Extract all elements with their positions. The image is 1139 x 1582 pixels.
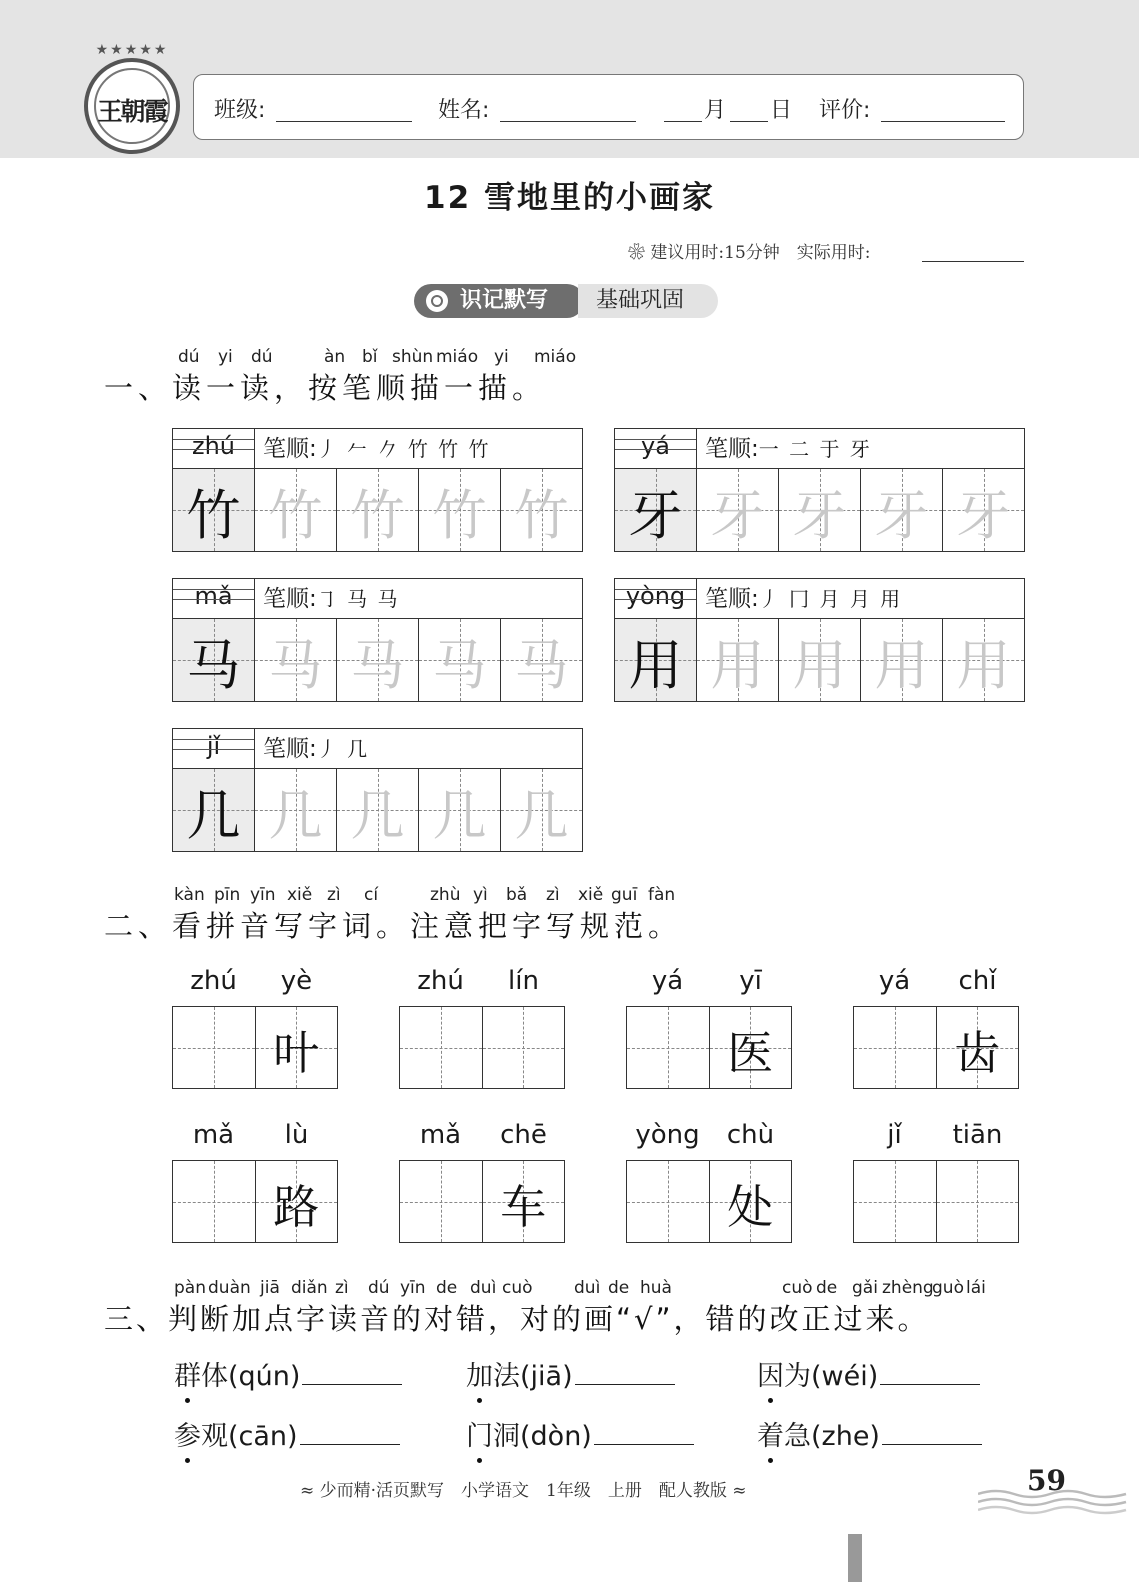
write-cell[interactable]	[627, 1007, 710, 1088]
pinyin-syllable: yi	[494, 347, 509, 367]
word-pinyin-2: yī	[739, 966, 762, 996]
given-pinyin: (wéi)	[811, 1361, 879, 1392]
section-banner	[414, 284, 584, 318]
stroke-order-row	[255, 429, 582, 469]
dotted-char: 着	[757, 1414, 784, 1453]
pinyin-syllable: zì	[335, 1278, 349, 1298]
grid-guide	[214, 1161, 215, 1242]
given-pinyin: (qún)	[228, 1361, 301, 1392]
trace-cell[interactable]	[943, 619, 1024, 701]
given-pinyin: (cān)	[228, 1421, 298, 1452]
model-char-cell	[173, 469, 255, 551]
stroke-order-label: 笔顺:	[263, 736, 317, 762]
trace-cell[interactable]	[697, 619, 779, 701]
month-label: 月	[704, 98, 727, 123]
write-cell[interactable]	[173, 1161, 256, 1242]
stroke-order-row	[255, 579, 582, 619]
pinyin-syllable: kàn	[174, 885, 205, 905]
trace-char: 用	[874, 634, 929, 697]
stroke-practice-box	[172, 578, 583, 702]
trace-cell[interactable]	[255, 769, 337, 851]
trace-char: 牙	[956, 484, 1011, 547]
pinyin-lines	[615, 579, 697, 619]
model-char-cell	[615, 469, 697, 551]
day-label: 日	[770, 98, 793, 123]
trace-cell[interactable]	[419, 619, 501, 701]
given-pinyin: (dòn)	[520, 1421, 592, 1452]
eval-field[interactable]	[881, 121, 1005, 122]
word-grid	[172, 1006, 338, 1089]
dotted-char: 因	[757, 1354, 784, 1393]
tracing-cells	[615, 469, 1024, 551]
trace-char: 几	[350, 784, 405, 847]
pinyin-syllable: yi	[218, 347, 233, 367]
pinyin-syllable: bǐ	[362, 347, 378, 367]
pinyin-syllable: diǎn	[291, 1278, 328, 1298]
stroke-practice-box	[614, 428, 1025, 552]
answer-blank[interactable]	[300, 1424, 400, 1445]
stroke-order-label: 笔顺:	[705, 436, 759, 462]
judge-item	[466, 1354, 675, 1393]
pinyin-syllable: zhèng	[882, 1278, 934, 1298]
model-char: 用	[628, 634, 683, 697]
judge-item	[174, 1354, 402, 1393]
written-char: 叶	[273, 1026, 320, 1080]
answer-blank[interactable]	[575, 1364, 675, 1385]
word-char: 急	[784, 1421, 811, 1452]
stroke-practice-box	[172, 728, 583, 852]
stroke-order-row	[697, 579, 1024, 619]
answer-blank[interactable]	[880, 1364, 980, 1385]
pinyin-lines	[173, 429, 255, 469]
footer-text: ≈ 少而精·活页默写 小学语文 1年级 上册 配人教版 ≈	[300, 1481, 747, 1501]
banner-subtitle: 基础巩固	[578, 284, 718, 318]
trace-char: 牙	[710, 484, 765, 547]
write-cell[interactable]	[854, 1007, 937, 1088]
word-grid	[172, 1160, 338, 1243]
pinyin-syllable: cí	[364, 885, 379, 905]
word-pinyin-1: yá	[878, 966, 911, 996]
trace-char: 用	[956, 634, 1011, 697]
pinyin-syllable: miáo	[534, 347, 577, 367]
word-grid	[626, 1160, 792, 1243]
pinyin-syllable: pīn	[214, 885, 241, 905]
word-pinyin-2: lín	[508, 966, 539, 996]
section2-title: 二、看拼音写字词。注意把字写规范。	[104, 909, 683, 943]
trace-cell[interactable]	[255, 619, 337, 701]
stroke-order-label: 笔顺:	[263, 586, 317, 612]
pinyin-syllable: fàn	[648, 885, 676, 905]
write-cell[interactable]	[483, 1007, 565, 1088]
pinyin-syllable: jiā	[260, 1278, 280, 1298]
stroke-sequence: 丿 𠂉 𠂊 竹 竹 竹	[316, 437, 491, 461]
write-cell[interactable]	[937, 1161, 1019, 1242]
word-char: 体	[201, 1361, 228, 1392]
answer-blank[interactable]	[882, 1424, 982, 1445]
trace-char: 竹	[514, 484, 569, 547]
word-pinyin-1: mǎ	[419, 1120, 462, 1150]
pinyin-syllable: duàn	[208, 1278, 251, 1298]
trace-char: 用	[710, 634, 765, 697]
word-pinyin-1: jǐ	[887, 1120, 902, 1150]
pinyin-syllable: yīn	[250, 885, 276, 905]
answer-blank[interactable]	[302, 1364, 402, 1385]
trace-cell[interactable]	[255, 469, 337, 551]
trace-char: 马	[350, 634, 405, 697]
write-cell[interactable]	[710, 1007, 792, 1088]
pinyin-syllable: cuò	[782, 1278, 813, 1298]
trace-cell[interactable]	[337, 619, 419, 701]
grid-guide	[441, 1007, 442, 1088]
grid-guide	[668, 1161, 669, 1242]
pinyin-syllable: cuò	[502, 1278, 533, 1298]
tracing-cells	[173, 619, 582, 701]
write-cell[interactable]	[710, 1161, 792, 1242]
medal-icon	[426, 290, 448, 312]
judge-item	[466, 1414, 694, 1453]
word-pinyin-2: chǐ	[958, 966, 997, 996]
trace-cell[interactable]	[501, 469, 582, 551]
word-pinyin-1: zhú	[190, 966, 237, 996]
trace-char: 用	[792, 634, 847, 697]
pinyin-syllable: shùn	[392, 347, 434, 367]
pinyin-syllable: dú	[251, 347, 273, 367]
pinyin-syllable: bǎ	[506, 885, 528, 905]
trace-char: 几	[432, 784, 487, 847]
pinyin-syllable: guī	[611, 885, 638, 905]
trace-char: 马	[514, 634, 569, 697]
pinyin-syllable: miáo	[436, 347, 479, 367]
model-char: 竹	[186, 484, 241, 547]
pinyin-syllable: xiě	[578, 885, 604, 905]
trace-cell[interactable]	[419, 469, 501, 551]
judge-item	[757, 1414, 982, 1453]
trace-cell[interactable]	[419, 769, 501, 851]
pinyin-syllable: dú	[178, 347, 200, 367]
brand-logo	[84, 42, 180, 154]
student-info-box	[193, 74, 1024, 140]
word-pinyin-2: lù	[284, 1120, 309, 1150]
pinyin-lines	[173, 579, 255, 619]
word-grid	[399, 1160, 565, 1243]
word-grid	[626, 1006, 792, 1089]
pinyin-syllable: dú	[368, 1278, 390, 1298]
wave-decoration-icon	[978, 1486, 1128, 1526]
grid-guide	[441, 1161, 442, 1242]
model-char: 马	[186, 634, 241, 697]
dotted-char: 加	[466, 1354, 493, 1393]
trace-cell[interactable]	[501, 619, 582, 701]
trace-cell[interactable]	[861, 469, 943, 551]
pinyin-syllable: duì	[574, 1278, 601, 1298]
tracing-cells	[615, 619, 1024, 701]
char-pinyin: yá	[641, 432, 670, 460]
trace-char: 牙	[874, 484, 929, 547]
pinyin-lines	[615, 429, 697, 469]
pinyin-syllable: duì	[470, 1278, 497, 1298]
model-char: 牙	[628, 484, 683, 547]
word-pinyin-1: zhú	[417, 966, 464, 996]
stroke-sequence: 丿 冂 月 月 用	[758, 587, 903, 611]
write-cell[interactable]	[256, 1007, 338, 1088]
name-field[interactable]	[500, 121, 636, 122]
written-char: 医	[727, 1026, 774, 1080]
grid-guide	[668, 1007, 669, 1088]
word-char: 为	[784, 1361, 811, 1392]
trace-cell[interactable]	[943, 469, 1024, 551]
trace-cell[interactable]	[337, 769, 419, 851]
model-char-cell	[173, 769, 255, 851]
lesson-title: 12 雪地里的小画家	[424, 180, 715, 216]
write-cell[interactable]	[627, 1161, 710, 1242]
trace-cell[interactable]	[779, 469, 861, 551]
write-cell[interactable]	[256, 1161, 338, 1242]
word-pinyin-1: yòng	[635, 1120, 700, 1150]
pinyin-syllable: gǎi	[852, 1278, 878, 1298]
tracing-cells	[173, 469, 582, 551]
time-info	[628, 238, 871, 263]
trace-char: 几	[514, 784, 569, 847]
trace-cell[interactable]	[501, 769, 582, 851]
section1-title: 一、读一读，按笔顺描一描。	[104, 371, 547, 405]
trace-char: 竹	[350, 484, 405, 547]
written-char: 路	[273, 1180, 320, 1234]
stroke-sequence: 一 二 于 牙	[758, 437, 872, 461]
dotted-char: 门	[466, 1414, 493, 1453]
word-char: 观	[201, 1421, 228, 1452]
written-char: 齿	[954, 1026, 1001, 1080]
word-char: 法	[493, 1361, 520, 1392]
section3-title: 三、判断加点字读音的对错，对的画“√”，错的改正过来。	[104, 1302, 930, 1336]
model-char: 几	[186, 784, 241, 847]
word-grid	[853, 1160, 1019, 1243]
pinyin-syllable: pàn	[174, 1278, 206, 1298]
trace-char: 几	[268, 784, 323, 847]
write-cell[interactable]	[937, 1007, 1019, 1088]
time-text: 建议用时:15分钟 实际用时:	[650, 243, 871, 263]
pinyin-syllable: zì	[327, 885, 341, 905]
char-pinyin: yòng	[625, 582, 686, 610]
write-cell[interactable]	[483, 1161, 565, 1242]
clock-icon: ❀	[628, 243, 645, 263]
word-pinyin-2: tiān	[952, 1120, 1003, 1150]
stroke-practice-box	[172, 428, 583, 552]
trace-char: 马	[268, 634, 323, 697]
char-pinyin: mǎ	[194, 582, 233, 610]
word-pinyin-2: chē	[500, 1120, 547, 1150]
stroke-order-label: 笔顺:	[263, 436, 317, 462]
word-grid	[399, 1006, 565, 1089]
word-pinyin-1: yá	[651, 966, 684, 996]
tracing-cells	[173, 769, 582, 851]
trace-char: 竹	[268, 484, 323, 547]
class-field[interactable]	[276, 121, 412, 122]
model-char-cell	[615, 619, 697, 701]
trace-char: 牙	[792, 484, 847, 547]
grid-guide	[895, 1007, 896, 1088]
page-number: 59	[1027, 1464, 1066, 1497]
stroke-order-label: 笔顺:	[705, 586, 759, 612]
banner-tag: 识记默写	[460, 288, 549, 313]
answer-blank[interactable]	[594, 1424, 694, 1445]
pinyin-syllable: àn	[324, 347, 346, 367]
pinyin-syllable: lái	[966, 1278, 986, 1298]
pinyin-syllable: yì	[473, 885, 488, 905]
stroke-sequence: ㇆ 马 马	[316, 587, 400, 611]
actual-time-field[interactable]	[922, 261, 1024, 262]
pinyin-syllable: yīn	[400, 1278, 426, 1298]
write-cell[interactable]	[854, 1161, 937, 1242]
pinyin-syllable: de	[436, 1278, 458, 1298]
pinyin-syllable: zì	[546, 885, 560, 905]
written-char: 处	[727, 1180, 774, 1234]
logo-stars-icon: ★★★★★	[95, 42, 169, 58]
eval-label: 评价:	[819, 98, 871, 123]
given-pinyin: (jiā)	[520, 1361, 573, 1392]
pinyin-syllable: de	[816, 1278, 838, 1298]
stroke-order-row	[255, 729, 582, 769]
stroke-practice-box	[614, 578, 1025, 702]
model-char-cell	[173, 619, 255, 701]
grid-guide	[523, 1007, 524, 1088]
write-cell[interactable]	[400, 1161, 483, 1242]
trace-cell[interactable]	[861, 619, 943, 701]
trace-cell[interactable]	[337, 469, 419, 551]
pinyin-lines	[173, 729, 255, 769]
trace-cell[interactable]	[697, 469, 779, 551]
write-cell[interactable]	[173, 1007, 256, 1088]
grid-guide	[977, 1161, 978, 1242]
word-pinyin-2: yè	[280, 966, 313, 996]
trace-char: 马	[432, 634, 487, 697]
dotted-char: 参	[174, 1414, 201, 1453]
name-label: 姓名:	[438, 98, 490, 123]
pinyin-syllable: huà	[640, 1278, 672, 1298]
pinyin-syllable: xiě	[287, 885, 313, 905]
trace-cell[interactable]	[779, 619, 861, 701]
month-field[interactable]	[664, 121, 702, 122]
written-char: 车	[500, 1180, 547, 1234]
pinyin-syllable: zhù	[430, 885, 461, 905]
given-pinyin: (zhe)	[811, 1421, 880, 1452]
logo-text: 王朝霞	[97, 97, 167, 126]
stroke-order-row	[697, 429, 1024, 469]
write-cell[interactable]	[400, 1007, 483, 1088]
grid-guide	[214, 1007, 215, 1088]
pinyin-syllable: guò	[932, 1278, 964, 1298]
day-field[interactable]	[730, 121, 768, 122]
pinyin-syllable: de	[608, 1278, 630, 1298]
trace-char: 竹	[432, 484, 487, 547]
char-pinyin: zhú	[191, 432, 236, 460]
class-label: 班级:	[214, 98, 266, 123]
word-pinyin-2: chù	[726, 1120, 775, 1150]
word-pinyin-1: mǎ	[192, 1120, 235, 1150]
char-pinyin: jǐ	[206, 732, 221, 760]
grid-guide	[895, 1161, 896, 1242]
word-char: 洞	[493, 1421, 520, 1452]
word-grid	[853, 1006, 1019, 1089]
judge-item	[174, 1414, 400, 1453]
judge-item	[757, 1354, 980, 1393]
dotted-char: 群	[174, 1354, 201, 1393]
edge-tab	[848, 1534, 862, 1582]
stroke-sequence: 丿 几	[316, 737, 370, 761]
